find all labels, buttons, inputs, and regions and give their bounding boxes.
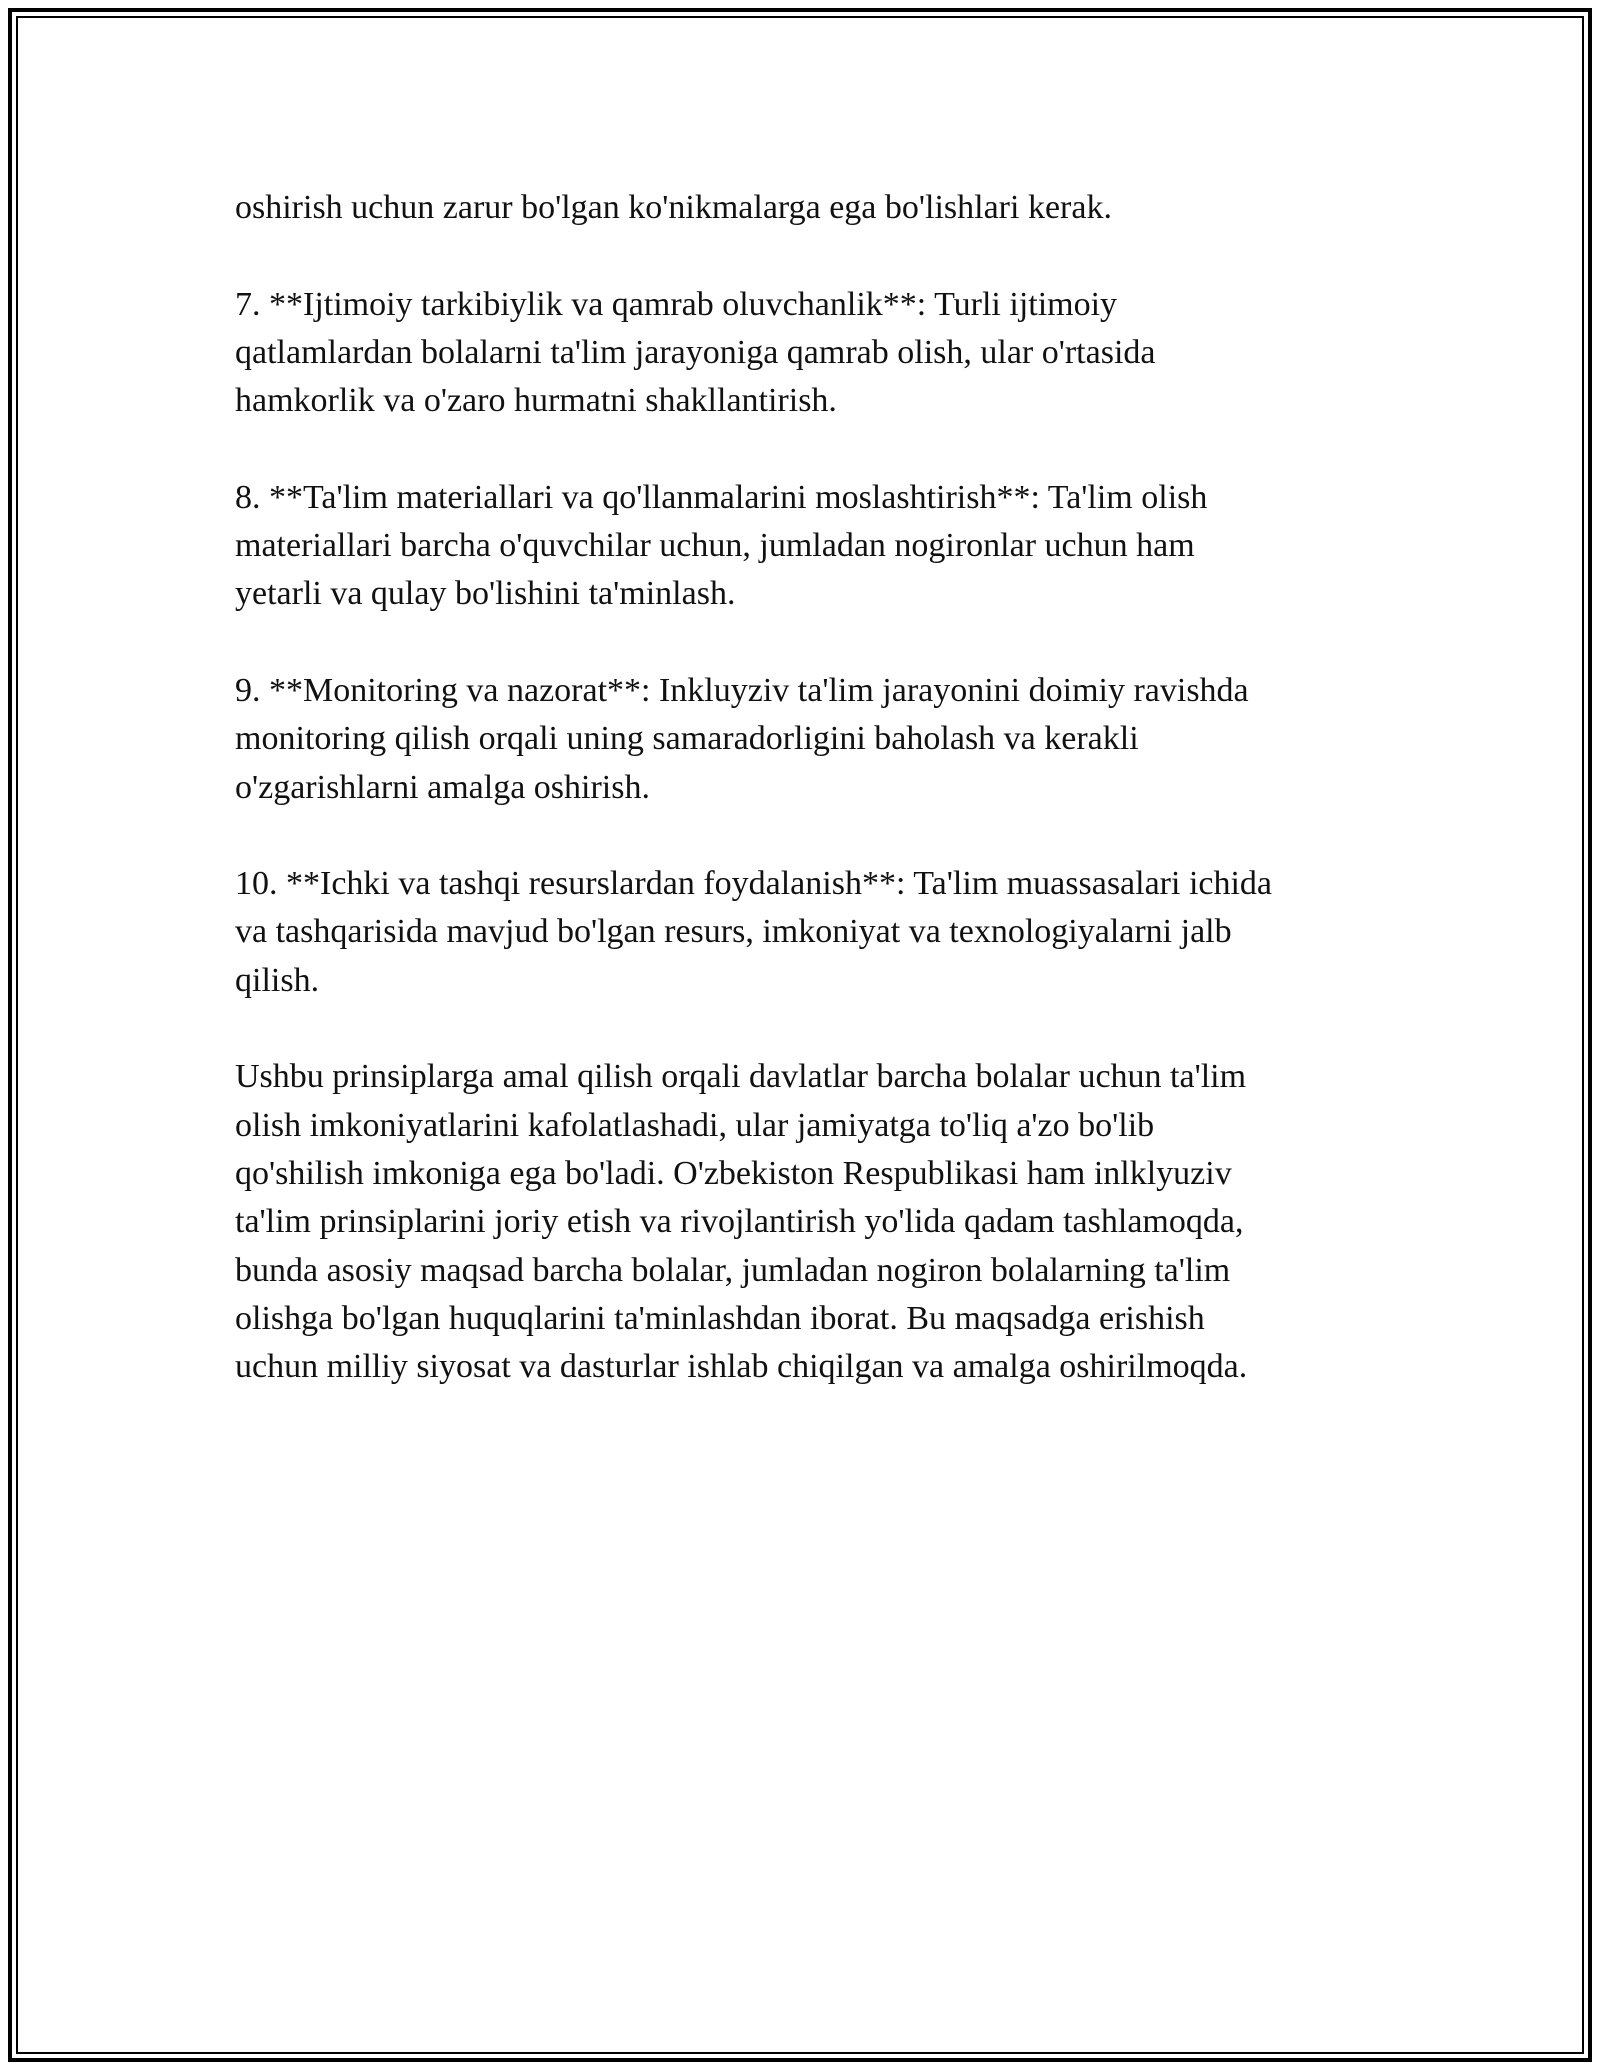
- document-body: [235, 184, 1385, 1391]
- list-item-7: 7. **Ijtimoiy tarkibiylik va qamrab oluvchanlik**: Turli ijtimoiy qatlamlardan bolalarni ta'lim jarayoniga qamrab olish, ular o'rtasida hamkorlik va o'zaro hurmatni shakllantirish.: [235, 285, 1156, 420]
- list-item-10: 10. **Ichki va tashqi resurslardan foydalanish**: Ta'lim muassasalari ichida va tashqarisida mavjud bo'lgan resurs, imkoniyat va texnologiyalarni jalb qilish.: [235, 865, 1273, 999]
- paragraph-conclusion: Ushbu prinsiplarga amal qilish orqali davlatlar barcha bolalar uchun ta'lim olish imkoniyatlarini kafolatlashadi, ular jamiyatga to'liq a'zo bo'lib qo'shilish imkoniga ega bo'ladi. O'zbekiston Respublikasi ham inlklyuziv ta'lim prinsiplarini joriy etish va rivojlantirish yo'lida qadam tashlamoqda, bunda asosiy maqsad barcha bolalar, jumladan nogiron bolalarning ta'lim olishga bo'lgan huquqlarini ta'minlashdan iborat. Bu maqsadga erishish uchun milliy siyosat va dasturlar ishlab chiqilgan va amalga oshirilmoqda.: [235, 1058, 1248, 1386]
- paragraph-continuation: oshirish uchun zarur bo'lgan ko'nikmalarga ega bo'lishlari kerak.: [235, 189, 1112, 226]
- list-item-8: 8. **Ta'lim materiallari va qo'llanmalarini moslashtirish**: Ta'lim olish materiallari barcha o'quvchilar uchun, jumladan nogironlar uchun ham yetarli va qulay bo'lishini ta'minlash.: [235, 478, 1208, 613]
- list-item-9: 9. **Monitoring va nazorat**: Inkluyziv ta'lim jarayonini doimiy ravishda monitoring qilish orqali uning samaradorligini baholash va kerakli o'zgarishlarni amalga oshirish.: [235, 671, 1249, 806]
